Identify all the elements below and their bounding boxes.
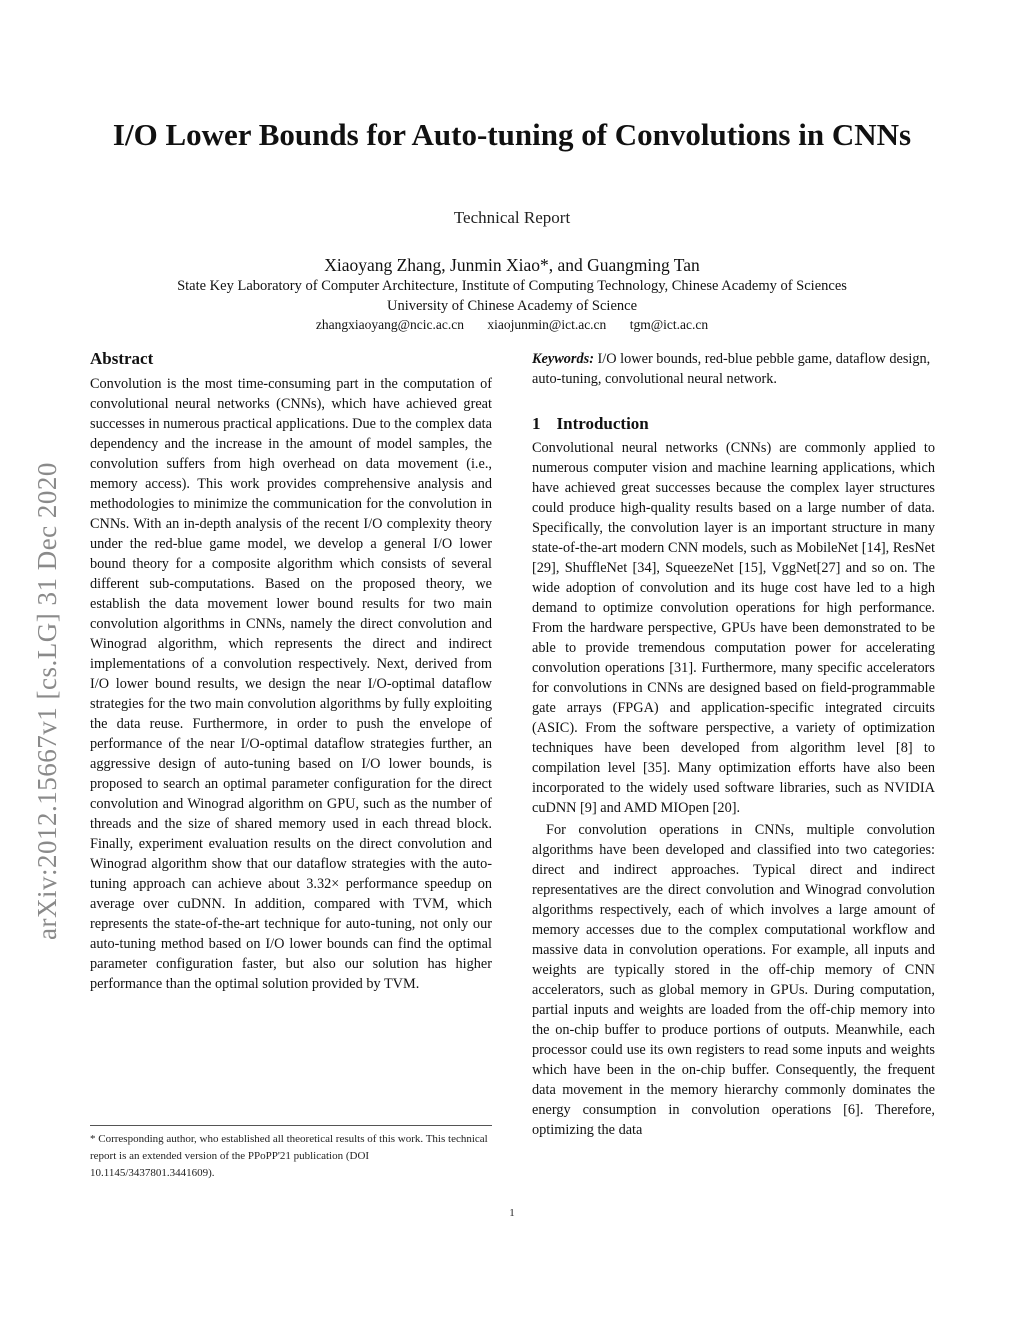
email-address[interactable]: tgm@ict.ac.cn: [629, 317, 709, 332]
abstract-heading: Abstract: [90, 349, 154, 368]
email-address[interactable]: zhangxiaoyang@ncic.ac.cn: [315, 317, 465, 332]
intro-paragraph: For convolution operations in CNNs, multiple convolution algorithms have been developed and classified into two categories: direct and indirect approaches. Typical direct and indirect representatives are the direct convolution and Winograd convolution algorithms respectively, each of which involves a large amount of memory accesses due to the complex computational workflow and massive data in convolution operations. For example, all inputs and weights are typically stored in the off-chip memory of CNN accelerators, such as global memory in GPUs. During computation, partial inputs and weights are loaded from the off-chip memory into the on-chip buffer to produce portions of outputs. Meanwhile, each processor could use its own registers to read some inputs and weights which have been in the on-chip buffer. Consequently, the frequent data movement in the memory hierarchy commonly dominates the energy consumption in convolution operations [6]. Therefore, optimizing the data: [532, 822, 935, 1138]
keywords-label: Keywords:: [532, 351, 594, 367]
keywords-text: I/O lower bounds, red-blue pebble game, dataflow design, auto-tuning, convolutional neural network.: [532, 351, 931, 387]
section-title: Introduction: [556, 414, 649, 433]
page-number: 1: [509, 1207, 515, 1219]
section-number: 1: [532, 414, 541, 433]
section-heading-introduction: [532, 412, 935, 436]
left-column: [90, 347, 492, 994]
email-address[interactable]: xiaojunmin@ict.ac.cn: [487, 317, 607, 332]
paper-subtitle: Technical Report: [453, 208, 571, 227]
paper-title: I/O Lower Bounds for Auto-tuning of Convolutions in CNNs: [112, 117, 912, 152]
author-list: Xiaoyang Zhang, Junmin Xiao*, and Guangming Tan: [324, 255, 700, 275]
footnote: * Corresponding author, who established all theoretical results of this work. This technical report is an extended version of the PPoPP'21 publication (DOI 10.1145/3437801.3441609).: [90, 1133, 488, 1179]
affiliation-primary: State Key Laboratory of Computer Architecture, Institute of Computing Technology, Chinese Academy of Sciences: [177, 278, 847, 294]
arxiv-identifier-stamp: [28, 350, 64, 950]
author-emails: [70, 317, 954, 333]
arxiv-identifier-text: arXiv:2012.15667v1 [cs.LG] 31 Dec 2020: [32, 462, 62, 940]
abstract-text: Convolution is the most time-consuming part in the computation of convolutional neural networks (CNNs), which have achieved great successes in numerous practical applications. Due to the complex data dependency and the increase in the amount of model samples, the convolution suffers from high overhead on data movement (i.e., memory access). This work provides comprehensive analysis and methodologies to minimize the communication for the convolution in CNNs. With an in-depth analysis of the recent I/O complexity theory under the red-blue game model, we develop a general I/O lower bound theory for a composite algorithm which consists of several different sub-computations. Based on the proposed theory, we establish the data movement lower bound results for two main convolution algorithms in CNNs, namely the direct convolution and Winograd algorithm, which represents the direct and indirect implementations of a convolution respectively. Next, derived from I/O lower bound results, we design the near I/O-optimal dataflow strategies for the two main convolution algorithms by fully exploiting the data reuse. Furthermore, in order to push the envelope of performance of the near I/O-optimal dataflow strategies further, an aggressive design of auto-tuning based on I/O lower bounds, is proposed to search an optimal parameter configuration for the direct convolution and Winograd algorithm on GPU, such as the number of threads and the size of shared memory used in each thread block. Finally, experiment evaluation results on the direct convolution and Winograd algorithm show that our dataflow strategies with the auto-tuning approach can achieve about 3.32× performance speedup on average over cuDNN. In addition, compared with TVM, which represents the state-of-the-art technique for auto-tuning, not only our auto-tuning method based on I/O lower bounds can find the optimal parameter configuration faster, but also our solution has higher performance than the optimal solution provided by TVM.: [90, 376, 492, 992]
intro-paragraph: Convolutional neural networks (CNNs) are commonly applied to numerous computer vision and machine learning applications, which have achieved great successes because the complex layer structures could produce high-quality results based on a large number of data. Specifically, the convolution layer is an important structure in many state-of-the-art modern CNN models, such as MobileNet [14], ResNet [29], ShuffleNet [34], SqueezeNet [15], VggNet[27] and so on. The wide adoption of convolution and its huge cost have led to a high demand to optimize convolution operations for high performance. From the hardware perspective, GPUs have been demonstrated to be able to provide tremendous computation power for accelerating convolution operations [31]. Furthermore, many specific accelerators for convolutions in CNNs are designed based on field-programmable gate arrays (FPGA) and application-specific integrated circuits (ASIC). From the software perspective, a variety of optimization techniques have been developed from algorithm level [8] to compilation level [35]. Many optimization efforts have also been incorporated to the widely used software libraries, such as NVIDIA cuDNN [9] and AMD MIOpen [20].: [532, 440, 935, 816]
right-column: [532, 347, 935, 1140]
footnote-divider: [90, 1125, 492, 1126]
affiliation-secondary: University of Chinese Academy of Science: [386, 298, 638, 314]
keywords: [532, 347, 935, 389]
